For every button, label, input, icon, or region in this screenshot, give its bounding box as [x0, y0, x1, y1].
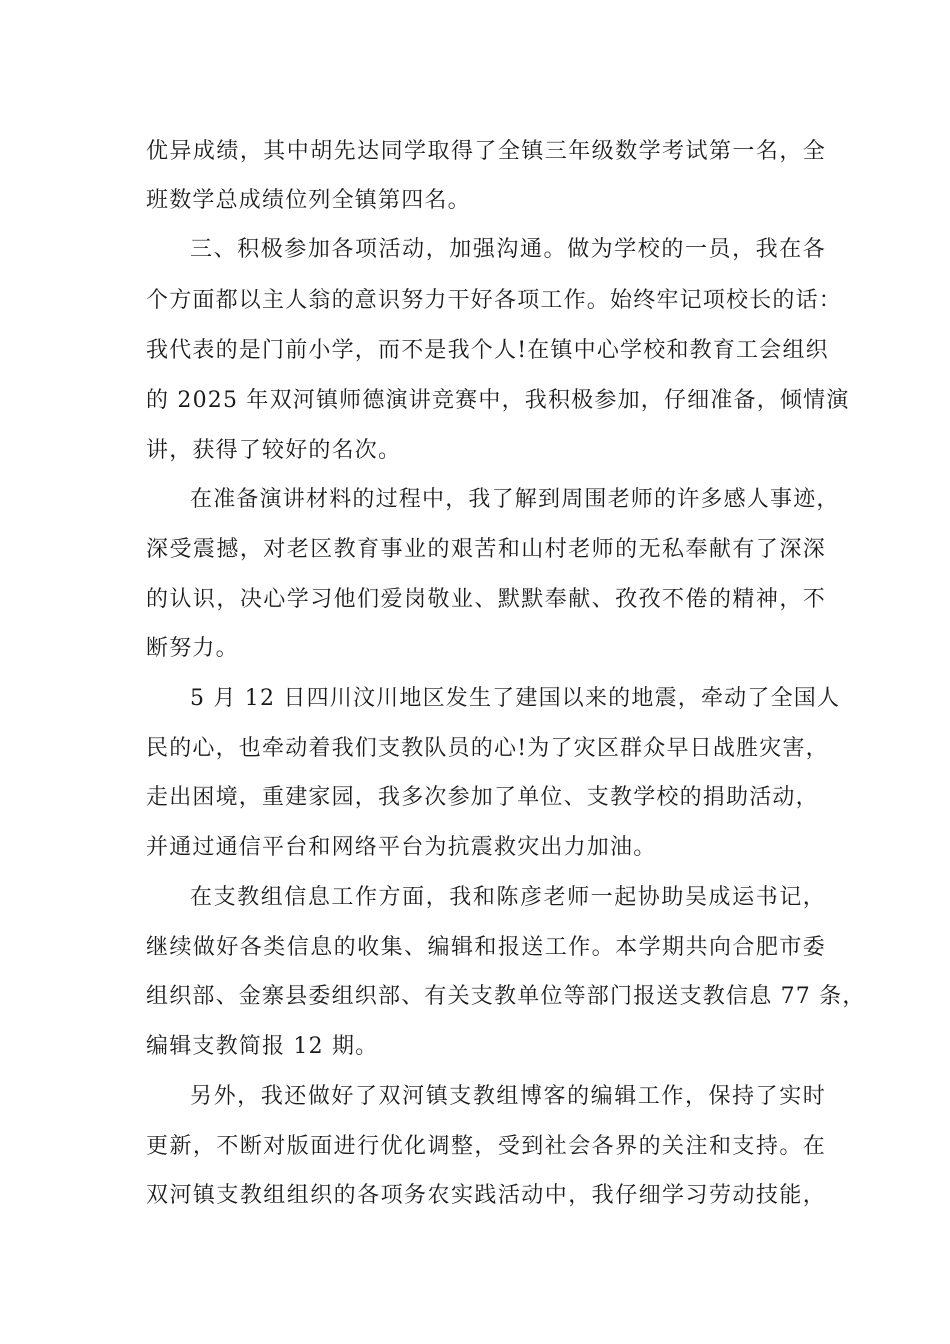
text-line: 双河镇支教组组织的各项务农实践活动中，我仔细学习劳动技能，: [146, 1183, 826, 1208]
text-line: 编辑支教简报 12 期。: [146, 1034, 379, 1059]
text-line: 更新，不断对版面进行优化调整，受到社会各界的关注和支持。在: [146, 1134, 826, 1159]
text-line: 的认识，决心学习他们爱岗敬业、默默奉献、孜孜不倦的精神，不: [146, 587, 826, 612]
text-line: 组织部、金寨县委组织部、有关支教单位等部门报送支教信息 77 条，: [146, 984, 866, 1009]
text-line: 深受震撼，对老区教育事业的艰苦和山村老师的无私奉献有了深深: [146, 537, 826, 562]
text-line: 个方面都以主人翁的意识努力干好各项工作。始终牢记项校长的话：: [146, 288, 843, 313]
text-line: 三、积极参加各项活动，加强沟通。做为学校的一员，我在各: [190, 237, 826, 262]
text-line: 在准备演讲材料的过程中，我了解到周围老师的许多感人事迹，: [190, 487, 840, 512]
text-line: 的 2025 年双河镇师德演讲竞赛中，我积极参加，仔细准备，倾情演: [146, 388, 850, 413]
text-line: 民的心，也牵动着我们支教队员的心!为了灾区群众早日战胜灾害，: [146, 736, 829, 761]
text-line: 并通过通信平台和网络平台为抗震救灾出力加油。: [146, 835, 657, 860]
text-line: 我代表的是门前小学，而不是我个人!在镇中心学校和教育工会组织: [146, 338, 829, 363]
text-line: 优异成绩，其中胡先达同学取得了全镇三年级数学考试第一名，全: [146, 139, 826, 164]
text-line: 在支教组信息工作方面，我和陈彦老师一起协助吴成运书记，: [190, 885, 826, 910]
text-line: 讲，获得了较好的名次。: [146, 438, 402, 463]
text-line: 5 月 12 日四川汶川地区发生了建国以来的地震，牵动了全国人: [190, 686, 841, 711]
text-line: 走出困境，重建家园，我多次参加了单位、支教学校的捐助活动，: [146, 785, 819, 810]
text-line: 班数学总成绩位列全镇第四名。: [146, 188, 471, 213]
text-line: 断努力。: [146, 636, 239, 661]
text-line: 另外，我还做好了双河镇支教组博客的编辑工作，保持了实时: [190, 1084, 826, 1109]
text-line: 继续做好各类信息的收集、编辑和报送工作。本学期共向合肥市委: [146, 935, 826, 960]
